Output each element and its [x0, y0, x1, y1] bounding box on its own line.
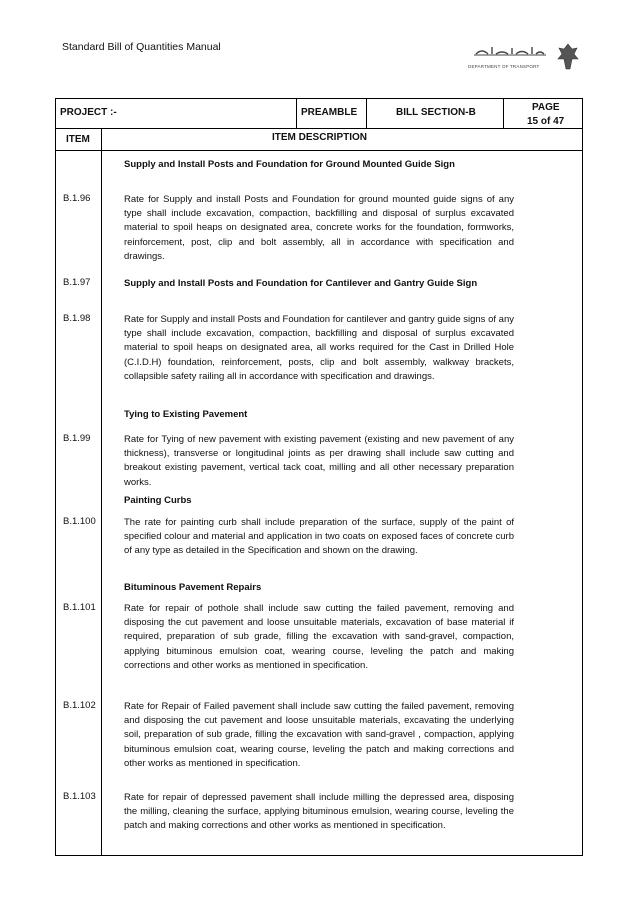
item-code: B.1.103 [63, 791, 96, 802]
item-description: The rate for painting curb shall include preparation of the surface, supply of the paint of specified colour and material and application in two coats on exposed faces of concrete curb of any type as detailed in the Specification and shown on the drawing. [124, 517, 514, 557]
item-code: B.1.99 [63, 433, 91, 444]
document-title: Standard Bill of Quantities Manual [62, 41, 221, 53]
item-description: Rate for Supply and install Posts and Foundation for cantilever and gantry guide signs of any type shall include excavation, compaction, backfilling and disposal of surplus excavated material to spoil heaps on designated area, all works required for the Cast in Drilled Hole (C.I.D.H) foundation, reinforcement, posts, clip and bolt assembly, walkway brackets, collapsible safety railing all in accordance with specification and drawings. [124, 314, 514, 382]
description-column-header: ITEM DESCRIPTION [272, 132, 368, 143]
item-code: B.1.102 [63, 700, 96, 711]
item-code: B.1.100 [63, 516, 96, 527]
item-code: B.1.96 [63, 193, 91, 204]
section-heading: Bituminous Pavement Repairs [124, 582, 262, 593]
header-row [55, 98, 583, 129]
logo-caption: DEPARTMENT OF TRANSPORT [468, 64, 540, 69]
item-description: Rate for Repair of Failed pavement shall include saw cutting the failed pavement, removing and disposing the cut pavement and loose unsuitable materials, excavating the underlying soil, preparation of sub grade, filling the excavation with sand-gravel , compaction, applying bituminous emulsion coat, wearing course, leveling the patch and making corrections and other works as mentioned in specification. [124, 701, 514, 769]
preamble-label: PREAMBLE [301, 107, 358, 118]
item-code: B.1.101 [63, 602, 96, 613]
column-header-row [55, 129, 583, 151]
arabic-wordmark-icon [474, 44, 546, 58]
page-label: PAGE [532, 102, 560, 113]
item-code: B.1.98 [63, 313, 91, 324]
department-logo [466, 42, 581, 74]
item-description: Rate for repair of depressed pavement shall include milling the depressed area, disposing the milling, cleaning the surface, applying bituminous emulsion, wearing course, leveling the patch and making corrections and other works as mentioned in specification. [124, 792, 514, 832]
project-label: PROJECT :- [60, 107, 117, 118]
item-description: Rate for repair of pothole shall include saw cutting the failed pavement, removing and disposing the cut pavement and loose unsuitable materials, excavation of base material if required, preparation of sub grade, filling the excavation with sand-gravel, compaction, applying bituminous emulsion coat, wearing course, leveling the patch and making corrections and other works as mentioned in specification. [124, 603, 514, 671]
bill-section-label: BILL SECTION-B [396, 107, 476, 118]
section-heading: Supply and Install Posts and Foundation for Ground Mounted Guide Sign [124, 159, 455, 170]
column-divider [101, 129, 102, 856]
page-number: 15 of 47 [527, 116, 565, 127]
item-description: Rate for Tying of new pavement with existing pavement (existing and new pavement of any thickness), transverse or longitudinal joints as per drawing shall include saw cutting and breakout existing pavement, vertical tack coat, milling and all other necessary preparation works. [124, 434, 514, 488]
falcon-emblem-icon [555, 42, 581, 72]
item-description: Rate for Supply and install Posts and Foundation for ground mounted guide signs of any type shall include excavation, compaction, backfilling and disposal of surplus excavated material to spoil heaps on designated area, concrete works for the foundation, formworks, reinforcement, post, clip and bolt assembly, all in accordance with specification and drawings. [124, 194, 514, 262]
section-heading: Supply and Install Posts and Foundation for Cantilever and Gantry Guide Sign [124, 278, 478, 289]
item-column-header: ITEM [66, 134, 90, 145]
item-code: B.1.97 [63, 277, 91, 288]
section-heading: Painting Curbs [124, 495, 192, 506]
section-heading: Tying to Existing Pavement [124, 409, 248, 420]
